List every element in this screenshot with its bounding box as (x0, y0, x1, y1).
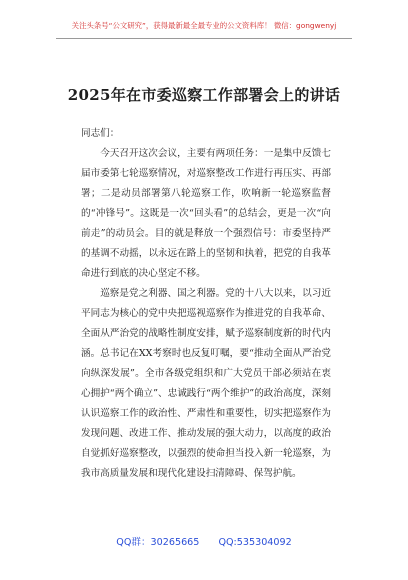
salutation: 同志们： (81, 128, 120, 139)
footer-qq: QQ:535304092 (218, 537, 292, 548)
paragraph: 今天召开这次会议，主要有两项任务：一是集中反馈七届市委第七轮巡察情况，对巡察整改工作进行再压实、再部署；二是动员部署第八轮巡察工作，吹响新一轮巡察监督的“冲锋号”。这既是一次“回头看”的总结会，更是一次“向前走”的动员会。目的就是释放一个强烈信号：市委坚持严的基调不动摇，以永远在路上的坚韧和执着，把党的自我革命进行到底的决心坚定不移。 (81, 148, 331, 279)
footer-qq-group: QQ群：30265665 (116, 537, 200, 548)
header-divider (56, 38, 352, 39)
header-banner: 关注头条号“公文研究”，获得最新最全最专业的公文资料库！ 微信：gongwenyj (71, 21, 337, 30)
footer (0, 534, 408, 548)
paragraph: 巡察是党之利器、国之利器。党的十八大以来，以习近平同志为核心的党中央把巡视巡察作为推进党的自我革命、全面从严治党的战略性制度安排，赋予巡察制度新的时代内涵。总书记在XX考察时也反复叮嘱，要“推动全面从严治党向纵深发展”。全市各级党组织和广大党员干部必须站在衷心拥护“两个确立”、忠诚践行“两个维护”的政治高度，深刻认识巡察工作的政治性、严肃性和重要性，切实把巡察作为发现问题、改进工作、推动发展的强大动力，以高度的政治自觉抓好巡察整改，以强烈的使命担当投入新一轮巡察，为我市高质量发展和现代化建设扫清障碍、保驾护航。 (81, 288, 331, 479)
document-body (81, 124, 331, 484)
document-title: 2025年在市委巡察工作部署会上的讲话 (67, 86, 341, 104)
